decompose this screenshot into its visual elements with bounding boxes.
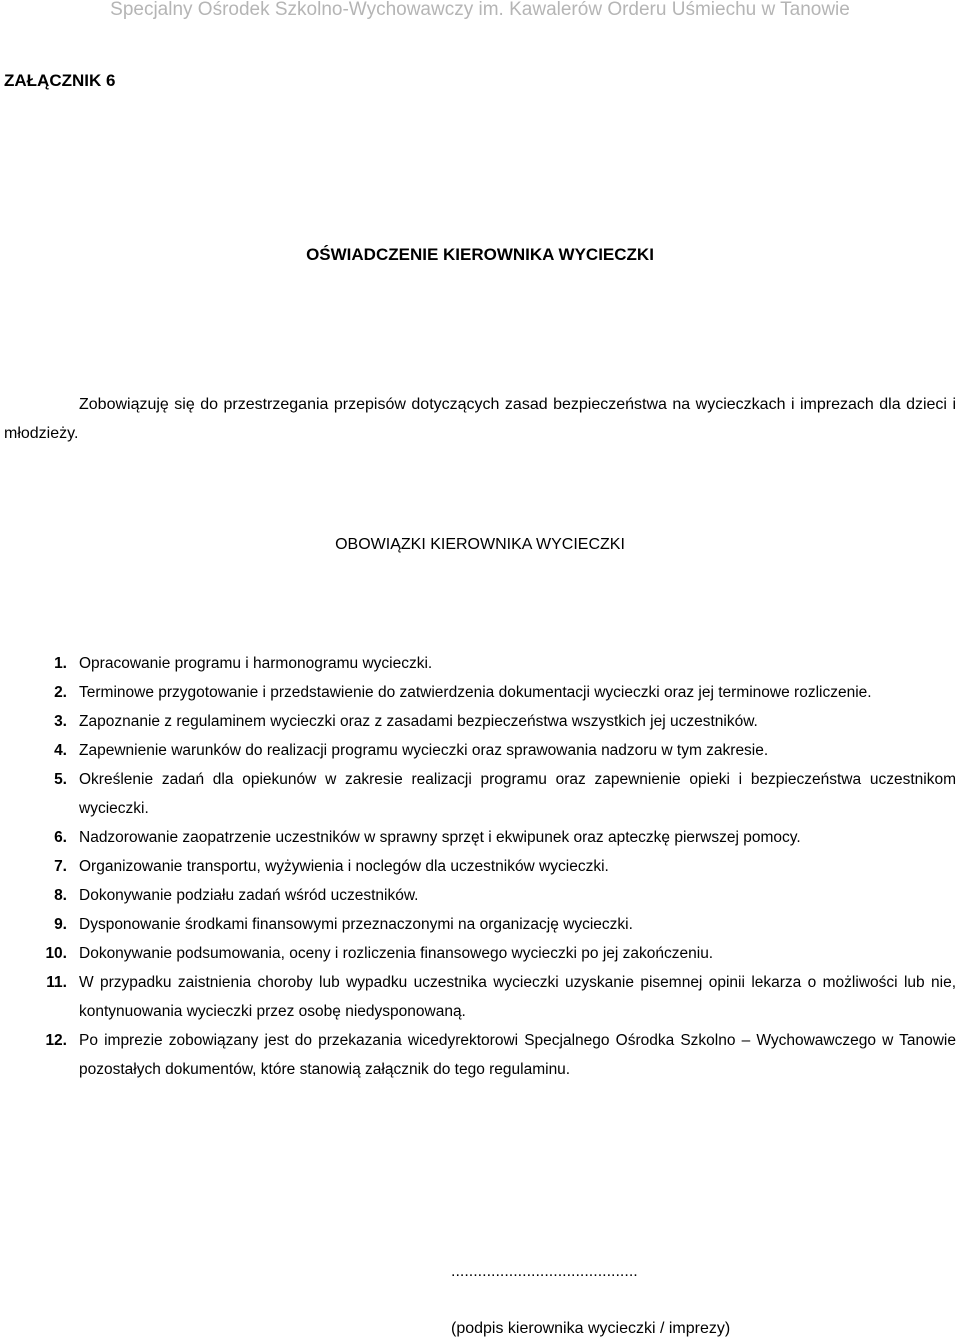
list-item — [0, 1026, 960, 1084]
item-number: 11. — [46, 974, 67, 991]
item-number: 3. — [54, 713, 67, 730]
item-text: Po imprezie zobowiązany jest do przekazania wicedyrektorowi Specjalnego Ośrodka Szkolno – Wychowawczego w Tanowie pozostałych dokumentów, które stanowią załącznik do tego regulaminu. — [79, 1032, 956, 1078]
item-text: Zapoznanie z regulaminem wycieczki oraz z zasadami bezpieczeństwa wszystkich jej uczestników. — [79, 713, 758, 730]
item-number: 5. — [54, 771, 67, 788]
list-item — [0, 678, 960, 707]
list-item — [0, 823, 960, 852]
item-number: 6. — [54, 829, 67, 846]
item-text: Określenie zadań dla opiekunów w zakresie realizacji programu oraz zapewnienie opieki i bezpieczeństwa uczestnikom wycieczki. — [79, 771, 956, 817]
item-number: 9. — [54, 916, 67, 933]
item-text: Dysponowanie środkami finansowymi przeznaczonymi na organizację wycieczki. — [79, 916, 633, 933]
duties-list — [0, 649, 960, 1084]
list-item — [0, 765, 960, 823]
list-item — [0, 707, 960, 736]
duties-heading: OBOWIĄZKI KIEROWNIKA WYCIECZKI — [335, 536, 625, 553]
signature-line: .......................................... — [451, 1263, 638, 1280]
item-number: 10. — [45, 945, 67, 962]
document-title: OŚWIADCZENIE KIEROWNIKA WYCIECZKI — [306, 245, 654, 264]
item-text: Organizowanie transportu, wyżywienia i noclegów dla uczestników wycieczki. — [79, 858, 609, 875]
item-text: W przypadku zaistnienia choroby lub wypadku uczestnika wycieczki uzyskanie pisemnej opinii lekarza o możliwości lub nie, kontynuowania wycieczki przez osobę niedysponowaną. — [79, 974, 956, 1020]
list-item — [0, 649, 960, 678]
item-number: 8. — [54, 887, 67, 904]
item-text: Dokonywanie podsumowania, oceny i rozliczenia finansowego wycieczki po jej zakończeniu. — [79, 945, 714, 962]
item-number: 2. — [54, 684, 67, 701]
item-number: 4. — [54, 742, 67, 759]
item-text: Dokonywanie podziału zadań wśród uczestników. — [79, 887, 419, 904]
declaration-text: Zobowiązuję się do przestrzegania przepisów dotyczących zasad bezpieczeństwa na wycieczkach i imprezach dla dzieci i młodzieży. — [4, 396, 956, 442]
list-item — [0, 852, 960, 881]
list-item — [0, 968, 960, 1026]
attachment-label: ZAŁĄCZNIK 6 — [4, 71, 116, 90]
item-text: Zapewnienie warunków do realizacji programu wycieczki oraz sprawowania nadzoru w tym zakresie. — [79, 742, 769, 759]
list-item — [0, 736, 960, 765]
item-text: Opracowanie programu i harmonogramu wycieczki. — [79, 655, 433, 672]
item-number: 7. — [54, 858, 67, 875]
list-item — [0, 881, 960, 910]
signature-label: (podpis kierownika wycieczki / imprezy) — [451, 1320, 731, 1337]
list-item — [0, 910, 960, 939]
item-number: 12. — [45, 1032, 67, 1049]
item-text: Nadzorowanie zaopatrzenie uczestników w sprawny sprzęt i ekwipunek oraz apteczkę pierwszej pomocy. — [79, 829, 801, 846]
list-item — [0, 939, 960, 968]
item-number: 1. — [54, 655, 67, 672]
page-header: Specjalny Ośrodek Szkolno-Wychowawczy im. Kawalerów Orderu Uśmiechu w Tanowie — [110, 0, 850, 20]
item-text: Terminowe przygotowanie i przedstawienie do zatwierdzenia dokumentacji wycieczki oraz jej terminowe rozliczenie. — [79, 684, 872, 701]
